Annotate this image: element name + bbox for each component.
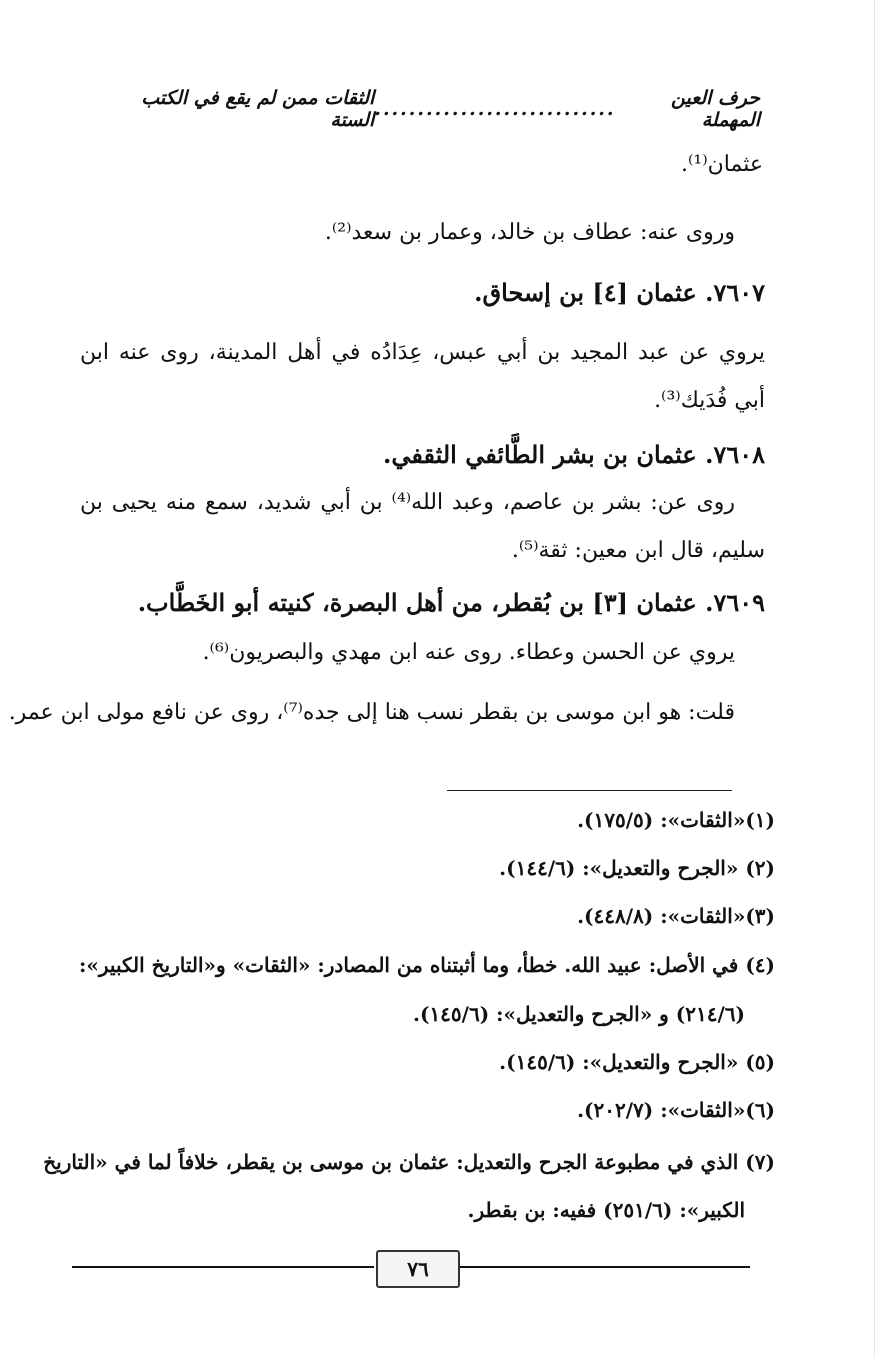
footnote-1: (١)«الثقات»: (١٧٥/٥). (577, 808, 775, 832)
body-line-2: يروي عن عبد المجيد بن أبي عبس، عِدَادُه في أهل المدينة، روى عنه ابن (80, 340, 765, 365)
footnote-3: (٣)«الثقات»: (٤٤٨/٨). (577, 904, 775, 928)
footnote-4-line-1: (٤) في الأصل: عبيد الله. خطأ، وما أثبتناه من المصادر: «الثقات» و«التاريخ الكبير»: (79, 953, 775, 977)
running-header (108, 87, 760, 131)
footnote-4-line-2: (٢١٤/٦) و «الجرح والتعديل»: (١٤٥/٦). (413, 1002, 745, 1026)
body-line-1: وروى عنه: عطاف بن خالد، وعمار بن سعد⁽²⁾. (324, 220, 735, 245)
entry-title-7607: ٧٦٠٧. عثمان [٤] بن إسحاق. (474, 278, 765, 307)
entry-title-7609: ٧٦٠٩. عثمان [٣] بن بُقطر، من أهل البصرة، كنيته أبو الخَطَّاب. (137, 588, 765, 617)
footnote-2: (٢) «الجرح والتعديل»: (١٤٤/٦). (499, 856, 775, 880)
header-book-title: الثقات ممن لم يقع في الكتب الستة (141, 87, 375, 131)
continued-text: عثمان⁽¹⁾. (681, 152, 763, 177)
body-line-7: قلت: هو ابن موسى بن بقطر نسب هنا إلى جده⁽⁷⁾، روى عن نافع مولى ابن عمر. (8, 700, 735, 725)
body-line-4: روى عن: بشر بن عاصم، وعبد الله⁽⁴⁾ بن أبي شديد، سمع منه يحيى بن (80, 490, 735, 515)
scan-edge-line (874, 0, 875, 1358)
body-line-6: يروي عن الحسن وعطاء. روى عنه ابن مهدي والبصريون⁽⁶⁾. (202, 640, 735, 665)
footer-rule-left (72, 1266, 374, 1268)
footnote-6: (٦)«الثقات»: (٢٠٢/٧). (577, 1098, 775, 1122)
footnote-7-line-2: الكبير»: (٢٥١/٦) ففيه: بن بقطر. (467, 1198, 745, 1222)
footnote-separator (447, 790, 732, 791)
footer-rule-right (458, 1266, 750, 1268)
entry-title-7608: ٧٦٠٨. عثمان بن بشر الطَّائفي الثقفي. (382, 440, 765, 469)
body-line-3: أبي فُدَيك⁽³⁾. (654, 388, 765, 413)
footnote-7-line-1: (٧) الذي في مطبوعة الجرح والتعديل: عثمان بن موسى بن يقطر، خلافاً لما في «التاريخ (43, 1150, 775, 1174)
header-dots: ............................ (374, 98, 616, 120)
footnote-5: (٥) «الجرح والتعديل»: (١٤٥/٦). (499, 1050, 775, 1074)
page-number: ٧٦ (376, 1250, 460, 1288)
header-chapter: حرف العين المهملة (671, 87, 760, 131)
body-line-5: سليم، قال ابن معين: ثقة⁽⁵⁾. (511, 538, 765, 563)
